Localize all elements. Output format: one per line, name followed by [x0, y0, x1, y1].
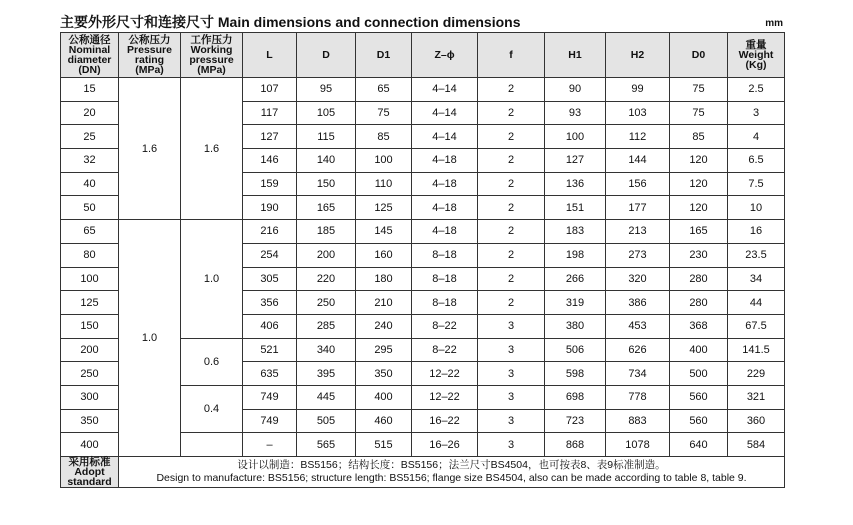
cell-h1: 868 — [545, 433, 606, 457]
unit-label: mm — [765, 18, 783, 29]
cell-h2: 1078 — [606, 433, 670, 457]
cell-w: 67.5 — [728, 314, 785, 338]
cell-h1: 506 — [545, 338, 606, 362]
cell-f: 2 — [478, 125, 545, 149]
cell-w: 360 — [728, 409, 785, 433]
cell-d: 340 — [297, 338, 356, 362]
cell-f: 3 — [478, 338, 545, 362]
cell-h2: 626 — [606, 338, 670, 362]
cell-d: 200 — [297, 243, 356, 267]
cell-h2: 778 — [606, 385, 670, 409]
cell-z: 4–18 — [412, 220, 478, 244]
cell-l: 521 — [243, 338, 297, 362]
cell-d1: 180 — [356, 267, 412, 291]
cell-l: 749 — [243, 385, 297, 409]
cell-d0: 640 — [670, 433, 728, 457]
cell-d: 565 — [297, 433, 356, 457]
cell-h2: 144 — [606, 149, 670, 173]
cell-w: 321 — [728, 385, 785, 409]
cell-h2: 99 — [606, 78, 670, 102]
cell-d0: 120 — [670, 172, 728, 196]
cell-dn: 25 — [61, 125, 119, 149]
cell-d: 95 — [297, 78, 356, 102]
cell-d0: 280 — [670, 291, 728, 315]
header-D0: D0 — [670, 33, 728, 78]
cell-w: 141.5 — [728, 338, 785, 362]
standard-text-en: Design to manufacture: BS5156; structure length: BS5156; flange size BS4504, also can be made according to table 8, table 9. — [156, 472, 747, 484]
cell-h2: 734 — [606, 362, 670, 386]
cell-d0: 165 — [670, 220, 728, 244]
cell-f: 2 — [478, 172, 545, 196]
cell-dn: 80 — [61, 243, 119, 267]
cell-f: 3 — [478, 385, 545, 409]
cell-w: 229 — [728, 362, 785, 386]
cell-working-pressure: 1.0 — [181, 220, 243, 338]
cell-w: 16 — [728, 220, 785, 244]
cell-z: 8–18 — [412, 267, 478, 291]
cell-working-pressure — [181, 433, 243, 457]
cell-dn: 150 — [61, 314, 119, 338]
cell-w: 44 — [728, 291, 785, 315]
cell-h2: 103 — [606, 101, 670, 125]
cell-f: 2 — [478, 149, 545, 173]
cell-h2: 453 — [606, 314, 670, 338]
cell-dn: 40 — [61, 172, 119, 196]
cell-d1: 125 — [356, 196, 412, 220]
standard-row — [61, 457, 785, 488]
cell-h2: 320 — [606, 267, 670, 291]
cell-l: 305 — [243, 267, 297, 291]
cell-d: 185 — [297, 220, 356, 244]
cell-d0: 560 — [670, 409, 728, 433]
cell-d0: 75 — [670, 78, 728, 102]
cell-w: 23.5 — [728, 243, 785, 267]
cell-l: 190 — [243, 196, 297, 220]
cell-pressure-rating: 1.6 — [119, 78, 181, 220]
cell-h1: 90 — [545, 78, 606, 102]
cell-f: 3 — [478, 314, 545, 338]
cell-d0: 368 — [670, 314, 728, 338]
cell-d1: 210 — [356, 291, 412, 315]
cell-d0: 400 — [670, 338, 728, 362]
cell-dn: 350 — [61, 409, 119, 433]
cell-pressure-rating: 1.0 — [119, 220, 181, 457]
cell-h2: 112 — [606, 125, 670, 149]
cell-h1: 723 — [545, 409, 606, 433]
header-weight: 重量 Weight (Kg) — [728, 33, 785, 78]
cell-h1: 93 — [545, 101, 606, 125]
cell-d: 150 — [297, 172, 356, 196]
cell-d: 445 — [297, 385, 356, 409]
cell-l: 107 — [243, 78, 297, 102]
cell-w: 584 — [728, 433, 785, 457]
cell-h1: 698 — [545, 385, 606, 409]
cell-z: 12–22 — [412, 385, 478, 409]
cell-z: 4–18 — [412, 196, 478, 220]
table-row — [61, 220, 785, 244]
cell-w: 34 — [728, 267, 785, 291]
cell-z: 16–26 — [412, 433, 478, 457]
cell-d: 505 — [297, 409, 356, 433]
cell-dn: 250 — [61, 362, 119, 386]
cell-w: 3 — [728, 101, 785, 125]
cell-d1: 460 — [356, 409, 412, 433]
cell-z: 8–18 — [412, 291, 478, 315]
cell-dn: 20 — [61, 101, 119, 125]
cell-h1: 198 — [545, 243, 606, 267]
cell-d0: 500 — [670, 362, 728, 386]
header-f: f — [478, 33, 545, 78]
table-row — [61, 78, 785, 102]
cell-w: 10 — [728, 196, 785, 220]
cell-l: 216 — [243, 220, 297, 244]
cell-h1: 380 — [545, 314, 606, 338]
cell-h2: 273 — [606, 243, 670, 267]
cell-z: 12–22 — [412, 362, 478, 386]
cell-d: 165 — [297, 196, 356, 220]
cell-l: 254 — [243, 243, 297, 267]
cell-z: 4–14 — [412, 125, 478, 149]
dimensions-table — [60, 32, 785, 488]
header-row — [61, 33, 785, 78]
cell-d0: 560 — [670, 385, 728, 409]
cell-h2: 156 — [606, 172, 670, 196]
cell-d: 105 — [297, 101, 356, 125]
cell-h1: 319 — [545, 291, 606, 315]
cell-dn: 100 — [61, 267, 119, 291]
cell-l: 356 — [243, 291, 297, 315]
cell-f: 3 — [478, 409, 545, 433]
cell-d: 140 — [297, 149, 356, 173]
cell-h2: 883 — [606, 409, 670, 433]
cell-f: 3 — [478, 362, 545, 386]
cell-d1: 75 — [356, 101, 412, 125]
standard-text-cn: 设计以制造：BS5156；结构长度：BS5156；法兰尺寸BS4504，也可按表8、表9标准制造。 — [237, 459, 666, 471]
cell-h1: 136 — [545, 172, 606, 196]
cell-dn: 15 — [61, 78, 119, 102]
header-H1: H1 — [545, 33, 606, 78]
cell-w: 2.5 — [728, 78, 785, 102]
cell-dn: 400 — [61, 433, 119, 457]
cell-working-pressure: 0.6 — [181, 338, 243, 385]
cell-f: 2 — [478, 267, 545, 291]
cell-f: 2 — [478, 291, 545, 315]
cell-dn: 200 — [61, 338, 119, 362]
header-H2: H2 — [606, 33, 670, 78]
standard-text — [119, 457, 785, 488]
cell-d0: 280 — [670, 267, 728, 291]
cell-f: 2 — [478, 243, 545, 267]
cell-z: 4–14 — [412, 101, 478, 125]
cell-d1: 160 — [356, 243, 412, 267]
header-L: L — [243, 33, 297, 78]
cell-l: 635 — [243, 362, 297, 386]
cell-d1: 295 — [356, 338, 412, 362]
cell-z: 4–18 — [412, 149, 478, 173]
cell-d1: 85 — [356, 125, 412, 149]
cell-l: 127 — [243, 125, 297, 149]
table-body — [61, 78, 785, 488]
cell-h1: 151 — [545, 196, 606, 220]
cell-h1: 127 — [545, 149, 606, 173]
cell-d1: 350 — [356, 362, 412, 386]
standard-label: 采用标准 Adopt standard — [61, 457, 119, 488]
cell-h1: 598 — [545, 362, 606, 386]
header-nominal-diameter: 公称通径 Nominal diameter (DN) — [61, 33, 119, 78]
cell-d0: 120 — [670, 149, 728, 173]
cell-h2: 213 — [606, 220, 670, 244]
cell-z: 4–14 — [412, 78, 478, 102]
cell-d: 115 — [297, 125, 356, 149]
cell-l: 406 — [243, 314, 297, 338]
page-title: 主要外形尺寸和连接尺寸 Main dimensions and connection dimensions — [60, 14, 521, 30]
cell-dn: 65 — [61, 220, 119, 244]
cell-f: 3 — [478, 433, 545, 457]
cell-f: 2 — [478, 101, 545, 125]
cell-d0: 230 — [670, 243, 728, 267]
cell-d: 285 — [297, 314, 356, 338]
cell-h1: 100 — [545, 125, 606, 149]
cell-working-pressure: 1.6 — [181, 78, 243, 220]
cell-dn: 32 — [61, 149, 119, 173]
cell-z: 8–18 — [412, 243, 478, 267]
header-working-pressure: 工作压力 Working pressure (MPa) — [181, 33, 243, 78]
cell-d1: 515 — [356, 433, 412, 457]
cell-f: 2 — [478, 220, 545, 244]
cell-dn: 125 — [61, 291, 119, 315]
cell-w: 4 — [728, 125, 785, 149]
cell-d1: 400 — [356, 385, 412, 409]
cell-d1: 100 — [356, 149, 412, 173]
cell-d: 395 — [297, 362, 356, 386]
cell-d0: 120 — [670, 196, 728, 220]
cell-f: 2 — [478, 196, 545, 220]
cell-d1: 110 — [356, 172, 412, 196]
cell-d: 220 — [297, 267, 356, 291]
header-D: D — [297, 33, 356, 78]
cell-d0: 75 — [670, 101, 728, 125]
cell-l: 159 — [243, 172, 297, 196]
cell-d1: 65 — [356, 78, 412, 102]
cell-l: 146 — [243, 149, 297, 173]
cell-d1: 145 — [356, 220, 412, 244]
cell-h2: 177 — [606, 196, 670, 220]
cell-dn: 300 — [61, 385, 119, 409]
cell-working-pressure: 0.4 — [181, 385, 243, 432]
cell-z: 4–18 — [412, 172, 478, 196]
cell-d0: 85 — [670, 125, 728, 149]
header-D1: D1 — [356, 33, 412, 78]
cell-l: – — [243, 433, 297, 457]
cell-z: 8–22 — [412, 314, 478, 338]
cell-h1: 183 — [545, 220, 606, 244]
cell-h1: 266 — [545, 267, 606, 291]
cell-l: 749 — [243, 409, 297, 433]
cell-z: 16–22 — [412, 409, 478, 433]
cell-d: 250 — [297, 291, 356, 315]
cell-h2: 386 — [606, 291, 670, 315]
header-pressure-rating: 公称压力 Pressure rating (MPa) — [119, 33, 181, 78]
header-Z: Z–ϕ — [412, 33, 478, 78]
cell-f: 2 — [478, 78, 545, 102]
cell-dn: 50 — [61, 196, 119, 220]
cell-z: 8–22 — [412, 338, 478, 362]
cell-w: 6.5 — [728, 149, 785, 173]
cell-w: 7.5 — [728, 172, 785, 196]
cell-d1: 240 — [356, 314, 412, 338]
cell-l: 117 — [243, 101, 297, 125]
